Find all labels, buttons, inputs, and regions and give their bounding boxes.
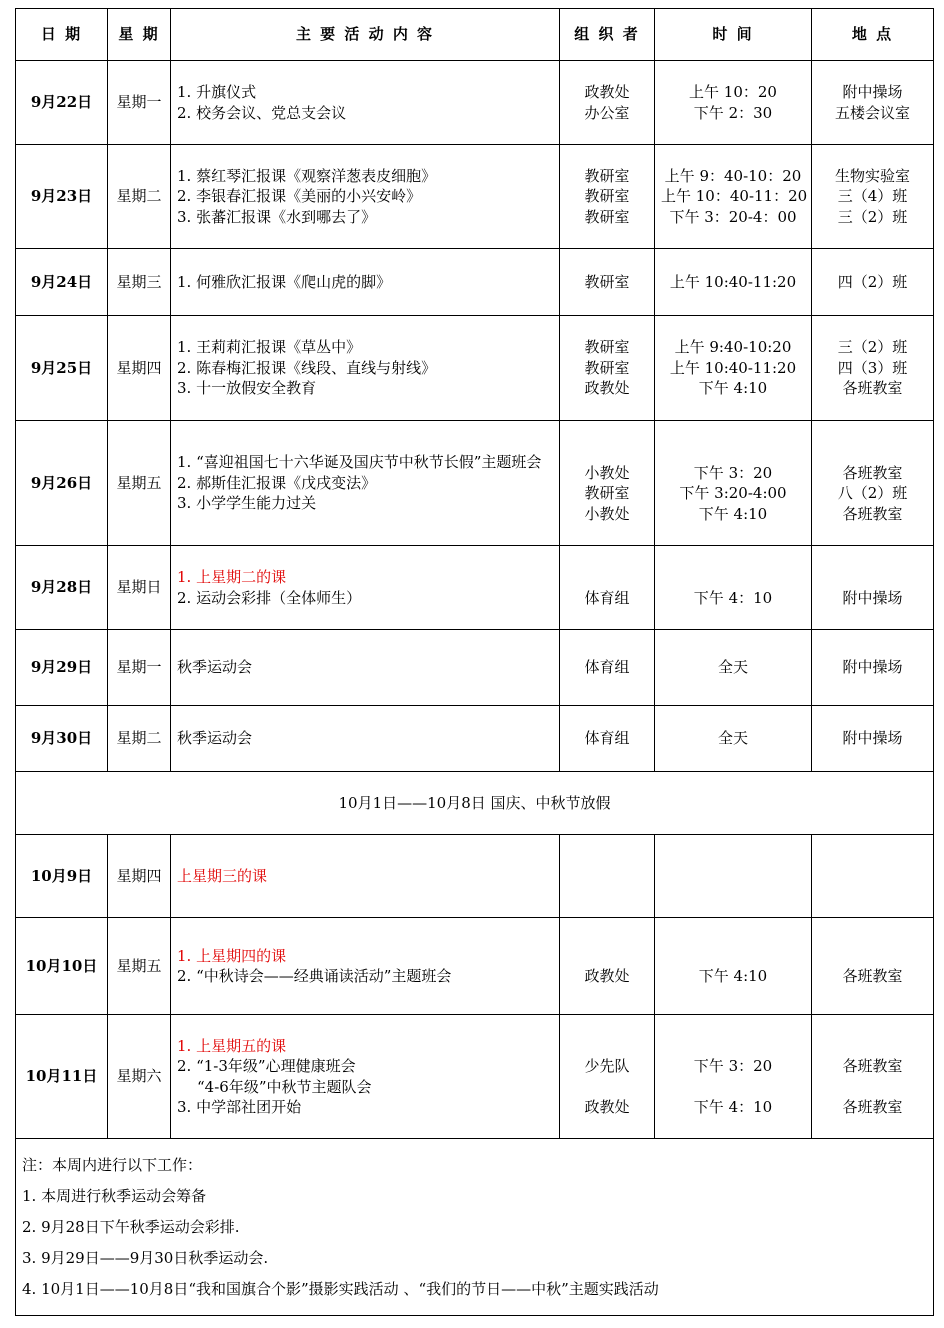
note-item: 4. 10月1日——10月8日“我和国旗合个影”摄影实践活动 、“我们的节日——中秋”主题实践活动	[22, 1279, 659, 1298]
row-place	[812, 1015, 934, 1139]
row-date: 9月24日	[16, 249, 108, 316]
organizer-item: 办公室	[584, 103, 630, 122]
organizer-item: 教研室	[584, 338, 630, 357]
row-time: 上午 10:40-11:20	[655, 249, 812, 316]
time-item: 下午 4:10	[698, 379, 768, 398]
activity-item: 2. 运动会彩排（全体师生）	[177, 588, 362, 607]
row-weekday: 星期五	[108, 918, 171, 1015]
row-date: 10月11日	[16, 1015, 108, 1139]
place-item: 各班教室	[842, 463, 903, 482]
table-row	[16, 706, 934, 772]
time-item: 上午 10：40-11：20	[661, 187, 808, 206]
organizer-item: 教研室	[584, 166, 630, 185]
row-organizer: 教研室	[560, 249, 655, 316]
table-row	[16, 421, 934, 546]
row-time	[655, 61, 812, 145]
row-place: 四（2）班	[812, 249, 934, 316]
organizer-item: 教研室	[584, 358, 630, 377]
activity-item: 1. “喜迎祖国七十六华诞及国庆节中秋节长假”主题班会	[177, 453, 542, 472]
organizer-item: 教研室	[584, 187, 630, 206]
table-row	[16, 145, 934, 249]
activity-item: 3. 小学学生能力过关	[177, 494, 317, 513]
organizer-item: 政教处	[584, 83, 630, 101]
table-row	[16, 249, 934, 316]
place-item: 各班教室	[842, 1098, 903, 1116]
header-organizer: 组 织 者	[560, 9, 655, 61]
time-item: 下午 3：20	[693, 1057, 773, 1075]
organizer-item: 教研室	[584, 484, 630, 502]
activity-item: 1. 蔡红琴汇报课《观察洋葱表皮细胞》	[177, 166, 437, 185]
time-item: 下午 2：30	[693, 103, 773, 122]
row-content	[171, 145, 560, 249]
activity-item: 1. 何雅欣汇报课《爬山虎的脚》	[177, 272, 392, 291]
activity-item: 3. 十一放假安全教育	[177, 379, 317, 398]
row-date: 10月9日	[16, 835, 108, 918]
row-time	[655, 835, 812, 918]
row-organizer	[560, 145, 655, 249]
row-date: 9月28日	[16, 546, 108, 630]
time-item: 下午 4：10	[693, 1098, 773, 1116]
place-item: 附中操场	[842, 83, 903, 101]
row-date: 9月25日	[16, 316, 108, 421]
time-item: 下午 3:20-4:00	[679, 484, 787, 502]
row-weekday: 星期一	[108, 61, 171, 145]
time-item: 下午 4:10	[698, 504, 768, 523]
organizer-item: 政教处	[584, 379, 630, 398]
row-time	[655, 1015, 812, 1139]
row-organizer	[560, 835, 655, 918]
row-date: 10月10日	[16, 918, 108, 1015]
row-weekday: 星期二	[108, 145, 171, 249]
organizer-item: 体育组	[584, 588, 630, 607]
row-date: 9月26日	[16, 421, 108, 546]
table-row	[16, 1015, 934, 1139]
row-weekday: 星期四	[108, 835, 171, 918]
time-item: 上午 10：20	[689, 83, 777, 101]
row-content	[171, 1015, 560, 1139]
row-organizer	[560, 316, 655, 421]
organizer-item: 小教处	[584, 504, 630, 523]
notes-row	[16, 1139, 934, 1316]
row-content: 秋季运动会	[171, 706, 560, 772]
row-organizer	[560, 918, 655, 1015]
place-item: 八（2）班	[837, 484, 908, 502]
row-time: 全天	[655, 630, 812, 706]
row-time: 全天	[655, 706, 812, 772]
row-organizer	[560, 61, 655, 145]
note-item: 3. 9月29日——9月30日秋季运动会.	[22, 1248, 269, 1267]
activity-item: “4-6年级”中秋节主题队会	[197, 1077, 372, 1096]
row-weekday: 星期六	[108, 1015, 171, 1139]
row-content	[171, 316, 560, 421]
place-item: 各班教室	[842, 504, 903, 523]
row-weekday: 星期二	[108, 706, 171, 772]
row-time	[655, 546, 812, 630]
row-date: 9月30日	[16, 706, 108, 772]
row-content	[171, 918, 560, 1015]
row-organizer	[560, 546, 655, 630]
activity-item-highlight: 1. 上星期五的课	[177, 1036, 287, 1055]
row-place	[812, 918, 934, 1015]
activity-item: 1. 升旗仪式	[177, 83, 257, 101]
row-date: 9月23日	[16, 145, 108, 249]
time-item: 下午 4:10	[698, 967, 768, 985]
organizer-item: 少先队	[584, 1057, 630, 1075]
row-place: 附中操场	[812, 630, 934, 706]
time-item: 下午 4：10	[693, 588, 773, 607]
row-organizer: 体育组	[560, 630, 655, 706]
header-time: 时 间	[655, 9, 812, 61]
place-item: 五楼会议室	[834, 103, 910, 122]
place-item: 各班教室	[842, 1057, 903, 1075]
row-weekday: 星期三	[108, 249, 171, 316]
place-item: 四（3）班	[837, 358, 908, 377]
notes-title: 注：本周内进行以下工作：	[22, 1155, 203, 1174]
activity-item: 1. 王莉莉汇报课《草丛中》	[177, 338, 362, 357]
row-weekday: 星期四	[108, 316, 171, 421]
organizer-item: 政教处	[584, 967, 630, 985]
row-time	[655, 145, 812, 249]
table-row	[16, 918, 934, 1015]
row-content	[171, 61, 560, 145]
header-content: 主 要 活 动 内 容	[171, 9, 560, 61]
note-item: 2. 9月28日下午秋季运动会彩排.	[22, 1217, 240, 1236]
row-weekday: 星期一	[108, 630, 171, 706]
row-place	[812, 316, 934, 421]
table-row	[16, 61, 934, 145]
activity-item: 3. 张蕃汇报课《水到哪去了》	[177, 207, 377, 226]
place-item: 生物实验室	[834, 166, 910, 185]
place-item: 各班教室	[842, 967, 903, 985]
row-place: 附中操场	[812, 706, 934, 772]
row-place	[812, 145, 934, 249]
header-weekday: 星 期	[108, 9, 171, 61]
note-item: 1. 本周进行秋季运动会筹备	[22, 1186, 207, 1205]
row-organizer: 体育组	[560, 706, 655, 772]
row-place	[812, 61, 934, 145]
activity-item-highlight: 1. 上星期二的课	[177, 568, 287, 586]
row-content	[171, 249, 560, 316]
time-item: 上午 9：40-10：20	[664, 166, 802, 185]
row-content	[171, 421, 560, 546]
organizer-item: 小教处	[584, 463, 630, 482]
table-row	[16, 630, 934, 706]
row-date: 9月29日	[16, 630, 108, 706]
place-item: 三（2）班	[837, 207, 908, 226]
row-organizer	[560, 1015, 655, 1139]
activity-item: 2. “1-3年级”心理健康班会	[177, 1057, 356, 1075]
row-weekday: 星期日	[108, 546, 171, 630]
header-place: 地 点	[812, 9, 934, 61]
activity-item: 2. 郝斯佳汇报课《戊戌变法》	[177, 473, 377, 492]
holiday-banner: 10月1日——10月8日 国庆、中秋节放假	[16, 772, 934, 835]
place-item: 三（4）班	[837, 187, 908, 206]
time-item: 上午 10:40-11:20	[669, 358, 797, 377]
activity-item: 2. 陈春梅汇报课《线段、直线与射线》	[177, 358, 437, 377]
row-time	[655, 918, 812, 1015]
header-row	[16, 9, 934, 61]
schedule-table	[15, 8, 934, 1316]
row-content	[171, 546, 560, 630]
table-row	[16, 835, 934, 918]
activity-item-highlight: 上星期三的课	[171, 835, 560, 918]
place-item: 各班教室	[842, 379, 903, 398]
notes-section	[16, 1139, 934, 1316]
activity-item: 2. “中秋诗会——经典诵读活动”主题班会	[177, 967, 452, 985]
table-row	[16, 316, 934, 421]
row-time	[655, 316, 812, 421]
place-item: 附中操场	[842, 588, 903, 607]
row-date: 9月22日	[16, 61, 108, 145]
row-place	[812, 421, 934, 546]
activity-item: 3. 中学部社团开始	[177, 1098, 302, 1116]
table-row	[16, 546, 934, 630]
row-place	[812, 835, 934, 918]
row-organizer	[560, 421, 655, 546]
activity-item: 2. 李银春汇报课《美丽的小兴安岭》	[177, 187, 422, 206]
time-item: 下午 3：20-4：00	[669, 207, 797, 226]
row-content: 秋季运动会	[171, 630, 560, 706]
row-place	[812, 546, 934, 630]
row-time	[655, 421, 812, 546]
header-date: 日 期	[16, 9, 108, 61]
row-weekday: 星期五	[108, 421, 171, 546]
activity-item: 2. 校务会议、党总支会议	[177, 103, 347, 122]
place-item: 三（2）班	[837, 338, 908, 357]
organizer-item: 政教处	[584, 1098, 630, 1116]
time-item: 上午 9:40-10:20	[674, 338, 792, 357]
organizer-item: 教研室	[584, 207, 630, 226]
time-item: 下午 3：20	[693, 463, 773, 482]
holiday-row	[16, 772, 934, 835]
activity-item-highlight: 1. 上星期四的课	[177, 946, 287, 965]
